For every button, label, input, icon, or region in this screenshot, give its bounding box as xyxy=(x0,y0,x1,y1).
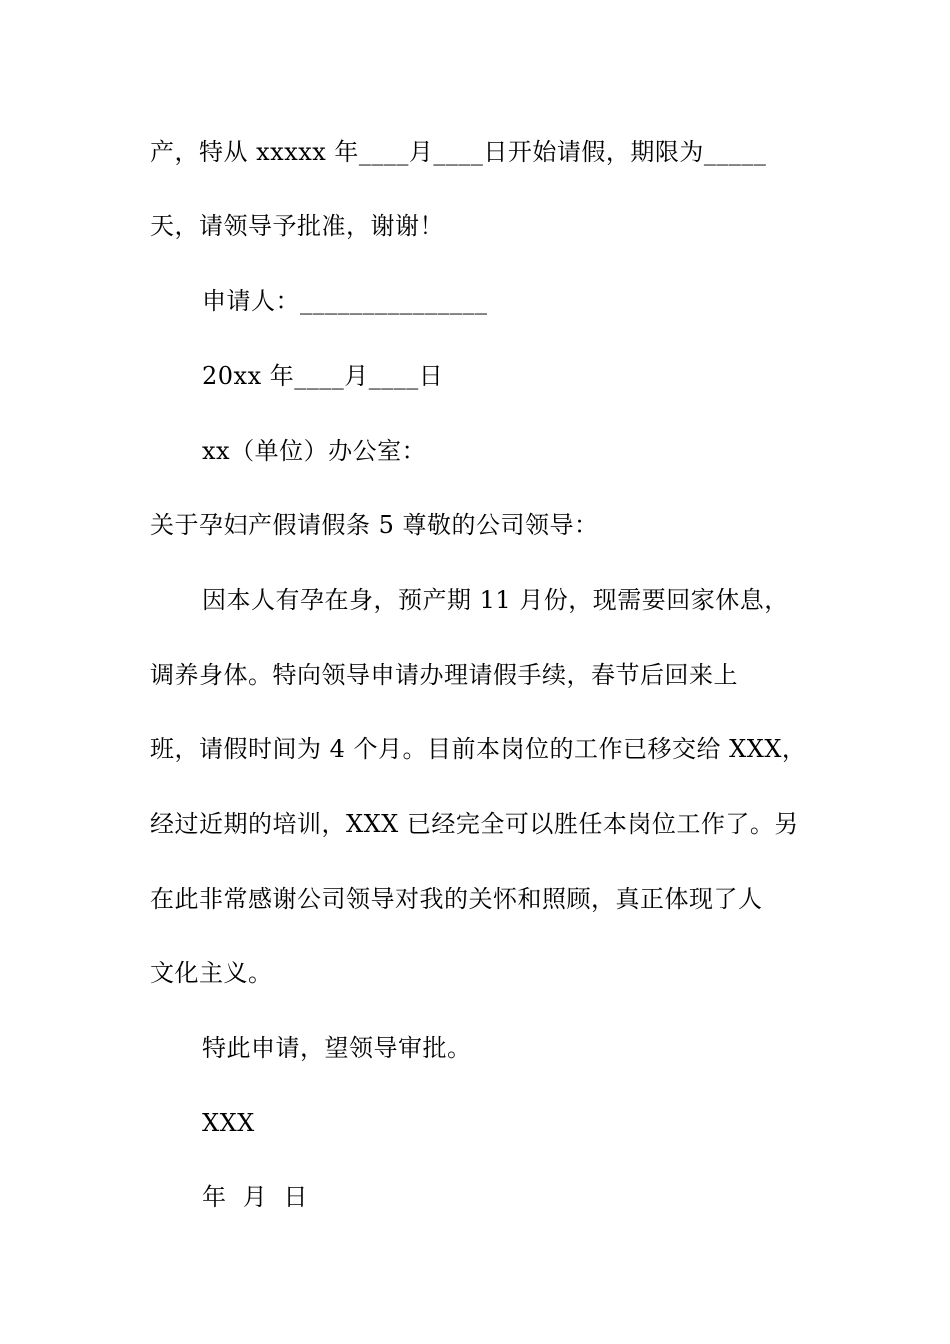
body-line-leave-period: 产，特从 xxxxx 年____月____日开始请假，期限为_____ xyxy=(150,138,767,166)
closing-line: 特此申请，望领导审批。 xyxy=(202,1034,472,1062)
signature-date: 年 月 日 xyxy=(202,1183,309,1211)
applicant-signature-line: 申请人：_______________ xyxy=(202,287,488,315)
body-paragraph-line: 因本人有孕在身，预产期 11 月份，现需要回家休息， xyxy=(202,586,789,614)
section-title-greeting: 关于孕妇产假请假条 5 尊敬的公司领导： xyxy=(150,511,599,539)
body-paragraph-line: 文化主义。 xyxy=(150,959,273,987)
signature-name: XXX xyxy=(202,1109,255,1137)
body-paragraph-line: 在此非常感谢公司领导对我的关怀和照顾，真正体现了人 xyxy=(150,885,763,913)
body-line-approval-request: 天，请领导予批准，谢谢！ xyxy=(150,212,444,240)
body-paragraph-line: 班，请假时间为 4 个月。目前本岗位的工作已移交给 XXX， xyxy=(150,735,807,763)
body-paragraph-line: 调养身体。特向领导申请办理请假手续，春节后回来上 xyxy=(150,661,738,689)
body-paragraph-line: 经过近期的培训，XXX 已经完全可以胜任本岗位工作了。另 xyxy=(150,810,799,838)
office-line: xx（单位）办公室： xyxy=(202,437,427,465)
date-line: 20xx 年____月____日 xyxy=(202,362,444,390)
